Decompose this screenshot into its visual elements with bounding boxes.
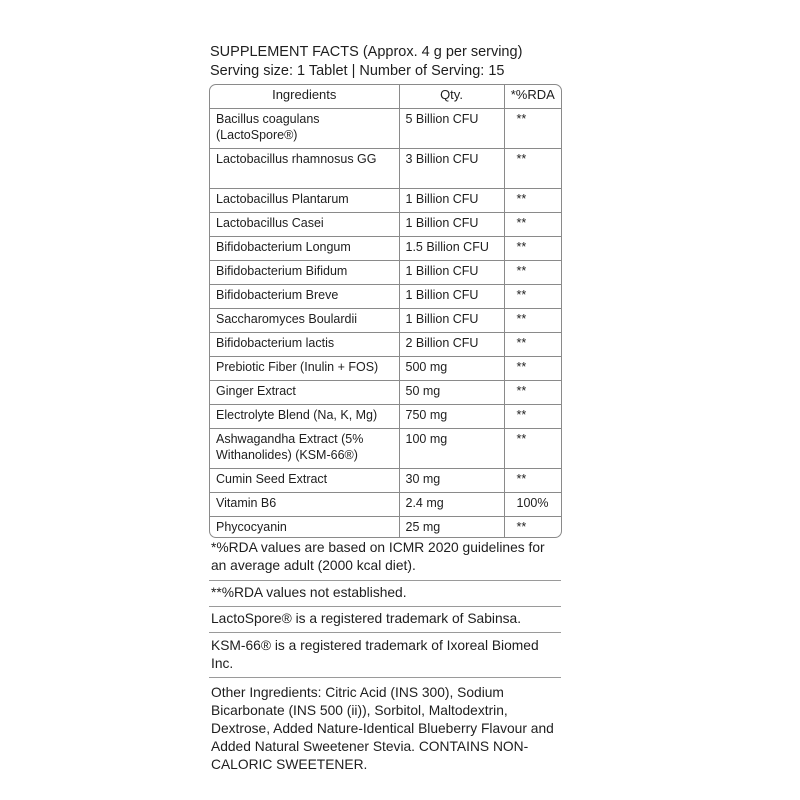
table-row <box>210 493 561 517</box>
ingredient-cell: Bacillus coagulans (LactoSpore®) <box>210 109 399 149</box>
table-row <box>210 309 561 333</box>
ingredient-cell: Ginger Extract <box>210 381 399 405</box>
table-row <box>210 517 561 539</box>
rda-cell: ** <box>504 109 561 149</box>
qty-cell: 3 Billion CFU <box>399 149 504 189</box>
qty-cell: 1 Billion CFU <box>399 285 504 309</box>
ingredient-cell: Phycocyanin <box>210 517 399 539</box>
table-row <box>210 149 561 189</box>
ingredient-cell: Ashwagandha Extract (5% Withanolides) (KSM-66®) <box>210 429 399 469</box>
ingredient-cell: Bifidobacterium Bifidum <box>210 261 399 285</box>
ingredient-cell: Bifidobacterium Breve <box>210 285 399 309</box>
ingredient-cell: Bifidobacterium Longum <box>210 237 399 261</box>
rda-cell: ** <box>504 309 561 333</box>
table-header-row <box>210 85 561 109</box>
qty-cell: 500 mg <box>399 357 504 381</box>
qty-cell: 25 mg <box>399 517 504 539</box>
qty-cell: 50 mg <box>399 381 504 405</box>
rda-cell: ** <box>504 429 561 469</box>
qty-cell: 1 Billion CFU <box>399 189 504 213</box>
rda-cell: ** <box>504 261 561 285</box>
table-row <box>210 261 561 285</box>
qty-cell: 1 Billion CFU <box>399 309 504 333</box>
table-row <box>210 285 561 309</box>
table-row <box>210 333 561 357</box>
rda-cell: ** <box>504 189 561 213</box>
rda-cell: ** <box>504 333 561 357</box>
table-row <box>210 237 561 261</box>
rda-cell: ** <box>504 285 561 309</box>
ingredient-cell: Prebiotic Fiber (Inulin + FOS) <box>210 357 399 381</box>
qty-cell: 1 Billion CFU <box>399 213 504 237</box>
table-row <box>210 213 561 237</box>
table-row <box>210 469 561 493</box>
ingredient-cell: Lactobacillus rhamnosus GG <box>210 149 399 189</box>
serving-info: Serving size: 1 Tablet | Number of Serving: 15 <box>210 63 505 79</box>
supplement-facts-title: SUPPLEMENT FACTS (Approx. 4 g per serving) <box>210 44 523 60</box>
ingredient-cell: Lactobacillus Casei <box>210 213 399 237</box>
ingredient-cell: Electrolyte Blend (Na, K, Mg) <box>210 405 399 429</box>
qty-cell: 750 mg <box>399 405 504 429</box>
ingredient-cell: Vitamin B6 <box>210 493 399 517</box>
ingredients-table <box>209 84 562 538</box>
rda-cell: ** <box>504 149 561 189</box>
qty-cell: 2.4 mg <box>399 493 504 517</box>
lactospore-trademark-note: LactoSpore® is a registered trademark of Sabinsa. <box>209 607 561 633</box>
ksm66-trademark-note: KSM-66® is a registered trademark of Ixoreal Biomed Inc. <box>209 633 561 678</box>
rda-cell: ** <box>504 213 561 237</box>
rda-cell: ** <box>504 381 561 405</box>
footnotes <box>209 538 561 777</box>
table-row <box>210 381 561 405</box>
column-header-ingredients: Ingredients <box>210 85 399 109</box>
ingredient-cell: Bifidobacterium lactis <box>210 333 399 357</box>
other-ingredients-note: Other Ingredients: Citric Acid (INS 300), Sodium Bicarbonate (INS 500 (ii)), Sorbitol, Maltodextrin, Dextrose, Added Nature-Identical Blueberry Flavour and Added Natural Sweetener Stevia. CONTAINS NON-CALORIC SWEETENER. <box>211 685 554 772</box>
ingredient-cell: Cumin Seed Extract <box>210 469 399 493</box>
table-row <box>210 405 561 429</box>
column-header-qty: Qty. <box>399 85 504 109</box>
rda-not-established-note: **%RDA values not established. <box>209 581 561 607</box>
ingredient-cell: Saccharomyces Boulardii <box>210 309 399 333</box>
rda-cell: ** <box>504 469 561 493</box>
rda-cell: ** <box>504 405 561 429</box>
supplement-facts-header <box>210 43 570 81</box>
qty-cell: 100 mg <box>399 429 504 469</box>
qty-cell: 5 Billion CFU <box>399 109 504 149</box>
rda-cell: ** <box>504 357 561 381</box>
qty-cell: 30 mg <box>399 469 504 493</box>
table-row <box>210 357 561 381</box>
table-row <box>210 429 561 469</box>
table-row <box>210 109 561 149</box>
table-row <box>210 189 561 213</box>
qty-cell: 1 Billion CFU <box>399 261 504 285</box>
rda-cell: 100% <box>504 493 561 517</box>
ingredient-cell: Lactobacillus Plantarum <box>210 189 399 213</box>
rda-cell: ** <box>504 237 561 261</box>
column-header-rda: *%RDA <box>504 85 561 109</box>
qty-cell: 2 Billion CFU <box>399 333 504 357</box>
rda-basis-note: *%RDA values are based on ICMR 2020 guidelines for an average adult (2000 kcal diet). <box>209 538 561 581</box>
qty-cell: 1.5 Billion CFU <box>399 237 504 261</box>
rda-cell: ** <box>516 520 527 534</box>
